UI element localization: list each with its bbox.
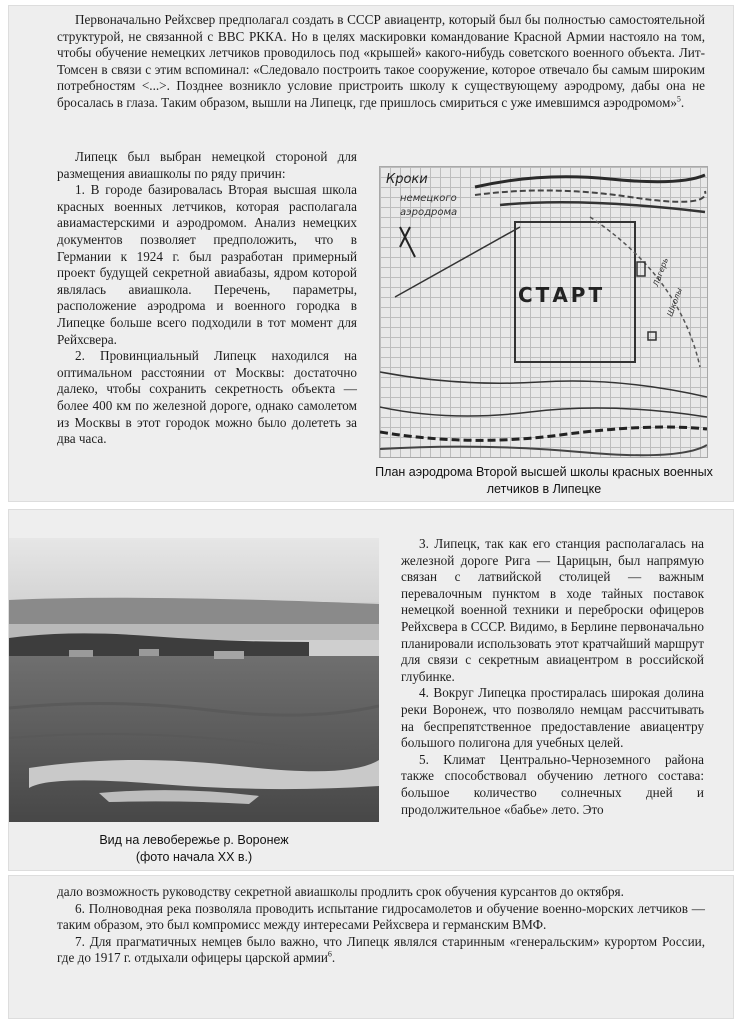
- reason-5: 5. Климат Центрально-Черноземного района также способствовал обучению летного состава: большое количество солнечных дней и продолжительное «бабье» лето. Это: [401, 751, 704, 817]
- intro-block: [57, 12, 705, 112]
- reason-3: 3. Липецк, так как его станция располагалась на железной дороге Рига — Царицын, был напрямую связан с латвийской столицей — важным перевалочным пунктом в ходе тайных поставок немецкой военной техники и переброски офицеров Рейхсвера в СССР. Видимо, в Берлине первоначально планировали использовать этот кратчайший маршрут для связи с секретным авиацентром в российской глубинке.: [401, 536, 704, 684]
- reason-4: 4. Вокруг Липецка простиралась широкая долина реки Воронеж, что позволяло немцам рассчитывать на беспрепятственное предоставление авиацентру большого полигона для учебных целей.: [401, 685, 704, 751]
- reasons-column: [57, 149, 357, 448]
- map-start-label: СТАРТ: [518, 283, 606, 307]
- photo-image: [9, 538, 379, 822]
- lead-paragraph: Липецк был выбран немецкой стороной для размещения авиашколы по ряду причин:: [57, 149, 357, 181]
- reason-2: 2. Провинциальный Липецк находился на оптимальном расстоянии от Москвы: достаточно далеко, чтобы сохранить секретность объекта — более 400 км по железной дороге, однако самолетом из Москвы в этот городок можно было долететь за два часа.: [57, 348, 357, 447]
- photo-caption-line-2: (фото начала XX в.): [135, 850, 253, 864]
- footnote-ref-6: 6: [327, 949, 332, 959]
- photo-caption: [49, 832, 339, 866]
- map-title-word-2: немецкого: [400, 193, 457, 204]
- page-section-bottom: [9, 876, 733, 1018]
- footnote-ref-5: 5: [676, 94, 681, 104]
- reasons-continued: [57, 884, 705, 967]
- map-title-word-1: Кроки: [386, 172, 428, 187]
- photo-caption-line-1: Вид на левобережье р. Воронеж: [99, 833, 289, 847]
- voronezh-river-photo: [9, 538, 379, 822]
- map-title-word-3: аэродрома: [400, 207, 458, 218]
- map-caption: План аэродрома Второй высшей школы красных военных летчиков в Липецке: [375, 465, 713, 496]
- page-section-middle: [9, 510, 733, 870]
- reason-5-continuation: дало возможность руководству секретной авиашколы продлить срок обучения курсантов до октября.: [57, 884, 624, 899]
- intro-paragraph: Первоначально Рейхсвер предполагал создать в СССР авиацентр, который был бы полностью самостоятельной структурой, не связанной с ВВС РККА. Но в целях маскировки командование Красной Армии настояло на том, чтобы обучение немецких летчиков проводилось под «крышей» какого-нибудь советского военного объекта. Лит-Томсен в связи с этим вспоминал: «Следовало построить такое сооружение, которое отвечало бы самым широким потребностям <...>. Позднее возникло условие пристроить школу к существующему аэродрому, дабы она не бросалась в глаза. Таким образом, вышли на Липецк, где пришлось смириться с уже имевшимся аэродромом»$^5$.: [57, 12, 705, 110]
- map-drawing: [380, 167, 707, 457]
- map-right-label-2: Школы: [665, 286, 685, 318]
- reason-1: 1. В городе базировалась Вторая высшая школа красных военных летчиков, которая располагала авиамастерскими и аэродромом. Анализ немецких документов позволяет предположить, что в Германии к 1924 г. был разработан примерный проект будущей секретной авиабазы, ядром которой являлась авиашкола. Перечень, параметры, расположение аэродрома и военного городка в Липецке больше всего подходили в тот момент для Рейхсвера.: [57, 182, 357, 347]
- reason-6: 6. Полноводная река позволяла проводить испытание гидросамолетов и обучение военно-морских летчиков — таким образом, это был компромисс между интересами Рейхсвера и германским ВМФ.: [57, 900, 705, 933]
- map-right-label-1: Лагерь: [651, 256, 671, 288]
- airfield-sketch-map: [379, 166, 708, 458]
- page-section-top: [9, 6, 733, 501]
- reason-7: 7. Для прагматичных немцев было важно, что Липецк являлся старинным «генеральским» курортом России, где до 1917 г. отдыхали офицеры царской армии$^6$.: [57, 933, 705, 966]
- reasons-column-2: [401, 536, 704, 818]
